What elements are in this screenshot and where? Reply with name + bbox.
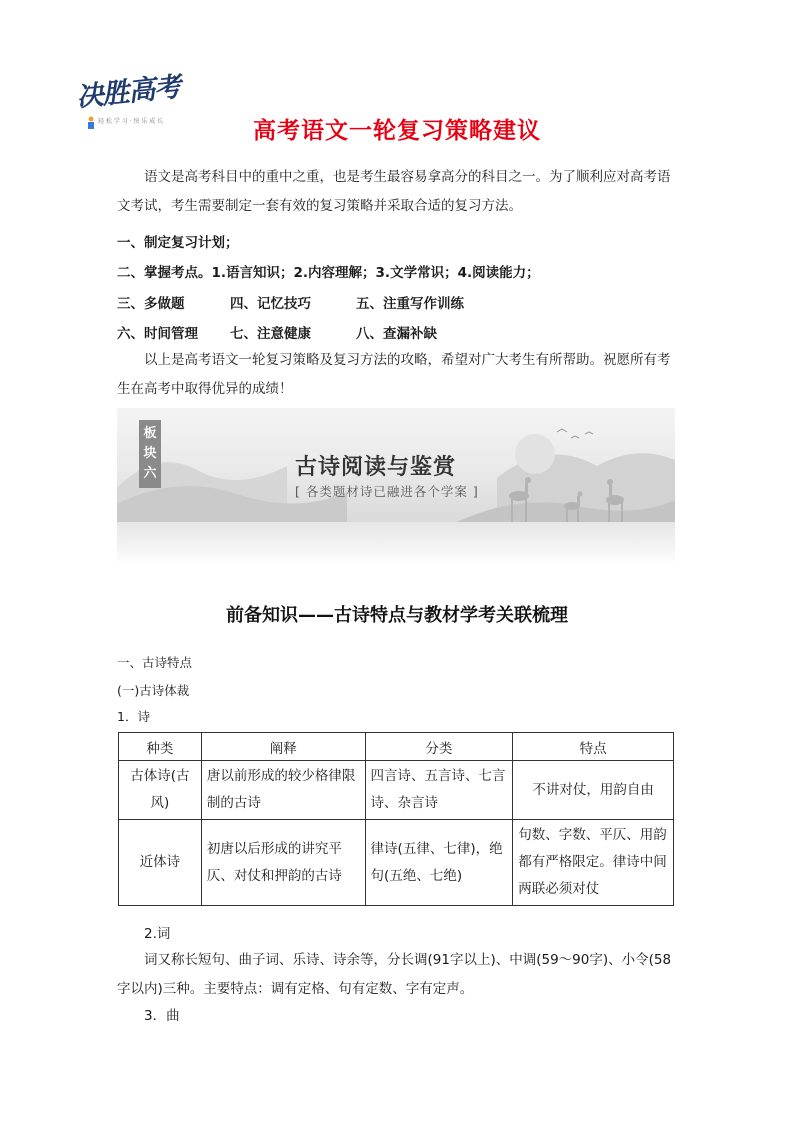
section-banner — [117, 408, 675, 522]
intro-paragraph: 语文是高考科目中的重中之重，也是考生最容易拿高分的科目之一。为了顺利应对高考语文考试，考生需要制定一套有效的复习策略并采取合适的复习方法。 — [117, 169, 671, 214]
table-cell: 不讲对仗，用韵自由 — [513, 761, 674, 820]
ci-paragraph: 词又称长短句、曲子词、乐诗、诗余等，分长调(91字以上)、中调(59～90字)、小令(58字以内)三种。主要特点：调有定格、句有定数、字有定声。 — [117, 952, 672, 997]
list-item-4: 四、记忆技巧 — [230, 296, 311, 312]
table-row — [119, 761, 674, 820]
table-cell: 句数、字数、平仄、用韵都有严格限定。律诗中间两联必须对仗 — [513, 820, 674, 906]
section-tag — [139, 420, 161, 488]
table-row — [119, 820, 674, 906]
list-item-5: 五、注重写作训练 — [356, 296, 464, 312]
heading-3: 1．诗 — [117, 709, 150, 724]
section-title: 前备知识——古诗特点与教材学考关联梳理 — [226, 605, 568, 626]
banner-subtitle: [ 各类题材诗已融进各个学案 ] — [295, 484, 479, 499]
table-cell: 近体诗 — [119, 820, 202, 906]
table-header: 分类 — [365, 733, 513, 761]
list-item-3: 三、多做题 — [117, 296, 185, 312]
list-line-2: 二、掌握考点。1.语言知识；2.内容理解；3.文学常识；4.阅读能力； — [117, 265, 540, 281]
qu-heading: 3．曲 — [144, 1008, 180, 1024]
table-cell: 唐以前形成的较少格律限制的古诗 — [201, 761, 365, 820]
table-header-row — [119, 733, 674, 761]
table-header: 阐释 — [201, 733, 365, 761]
logo-text: 决胜高考 — [74, 71, 182, 114]
table-cell: 律诗(五律、七律)，绝句(五绝、七绝) — [365, 820, 513, 906]
table-cell: 初唐以后形成的讲究平仄、对仗和押韵的古诗 — [201, 820, 365, 906]
list-item-8: 八、查漏补缺 — [356, 326, 437, 342]
heading-2: (一)古诗体裁 — [117, 683, 190, 698]
table-header: 种类 — [119, 733, 202, 761]
logo-subtitle: 轻 松 学 习 · 快 乐 成 长 — [98, 118, 164, 125]
list-item-7: 七、注意健康 — [230, 326, 311, 342]
outro-paragraph: 以上是高考语文一轮复习策略及复习方法的攻略，希望对广大考生有所帮助。祝愿所有考生在高考中取得优异的成绩！ — [117, 352, 671, 397]
banner-shadow — [117, 522, 675, 566]
ci-heading: 2.词 — [144, 926, 171, 942]
table-cell: 四言诗、五言诗、七言诗、杂言诗 — [365, 761, 513, 820]
page-title: 高考语文一轮复习策略建议 — [253, 118, 541, 144]
poetry-table — [118, 732, 674, 906]
tag-char-3: 六 — [143, 466, 157, 481]
list-line-1: 一、制定复习计划； — [117, 235, 239, 251]
banner-title: 古诗阅读与鉴赏 — [295, 455, 457, 480]
tag-char-2: 块 — [143, 446, 157, 461]
table-header: 特点 — [513, 733, 674, 761]
table-cell: 古体诗(古风) — [119, 761, 202, 820]
list-item-6: 六、时间管理 — [117, 326, 198, 342]
heading-1: 一、古诗特点 — [117, 655, 193, 670]
tag-char-1: 板 — [143, 426, 157, 441]
